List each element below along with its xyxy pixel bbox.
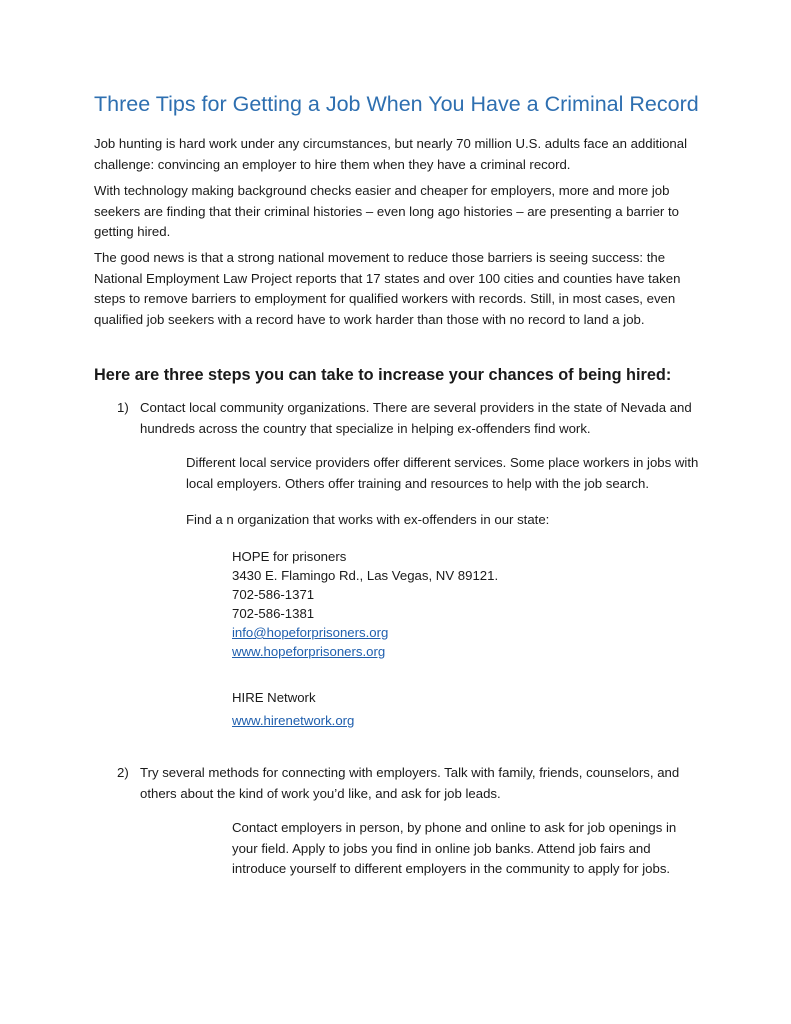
background-check-paragraph: With technology making background checks easier and cheaper for employers, more and more job seekers are finding that their criminal histories – even long ago histories – are presenting a barrier to getting hired. <box>94 183 679 239</box>
org-hope-phone-1: 702-586-1371 <box>232 587 315 602</box>
org-hire-name: HIRE Network <box>232 690 316 705</box>
org-hope-email-link[interactable]: info@hopeforprisoners.org <box>232 625 389 640</box>
org-hope-website-link[interactable]: www.hopeforprisoners.org <box>232 644 386 659</box>
step-2-text: Try several methods for connecting with employers. Talk with family, friends, counselors, and others about the kind of work you’d like, and ask for job leads. <box>140 765 680 801</box>
step-1-number: 1) <box>117 400 129 415</box>
step-2-number: 2) <box>117 765 129 780</box>
find-organization-line: Find a n organization that works with ex-offenders in our state: <box>186 512 550 527</box>
org-hope-phone-2: 702-586-1381 <box>232 606 315 621</box>
org-hire-website-link[interactable]: www.hirenetwork.org <box>232 713 355 728</box>
intro-paragraph: Job hunting is hard work under any circumstances, but nearly 70 million U.S. adults face an additional challenge: convincing an employer to hire them when they have a criminal record. <box>94 136 688 172</box>
step-1 <box>117 398 717 440</box>
steps-subheading: Here are three steps you can take to increase your chances of being hired: <box>94 366 672 384</box>
step-2-detail: Contact employers in person, by phone and online to ask for job openings in your field. Apply to jobs you find in online job banks. Attend job fairs and introduce yourself to different employers in the community to apply for jobs. <box>232 820 677 876</box>
step-1-text: Contact local community organizations. There are several providers in the state of Nevada and hundreds across the country that specialize in helping ex-offenders find work. <box>140 400 692 436</box>
document-title: Three Tips for Getting a Job When You Have a Criminal Record <box>94 92 699 116</box>
step-2 <box>117 763 717 805</box>
org-hope-address: 3430 E. Flamingo Rd., Las Vegas, NV 89121. <box>232 568 499 583</box>
step-1-detail: Different local service providers offer different services. Some place workers in jobs with local employers. Others offer training and resources to help with the job search. <box>186 455 699 491</box>
good-news-paragraph: The good news is that a strong national movement to reduce those barriers is seeing success: the National Employment Law Project reports that 17 states and over 100 cities and counties have taken steps to remove barriers to employment for qualified workers with records. Still, in most cases, even qualified job seekers with a record have to work harder than those with no record to land a job. <box>94 250 681 327</box>
org-hope-name: HOPE for prisoners <box>232 549 347 564</box>
